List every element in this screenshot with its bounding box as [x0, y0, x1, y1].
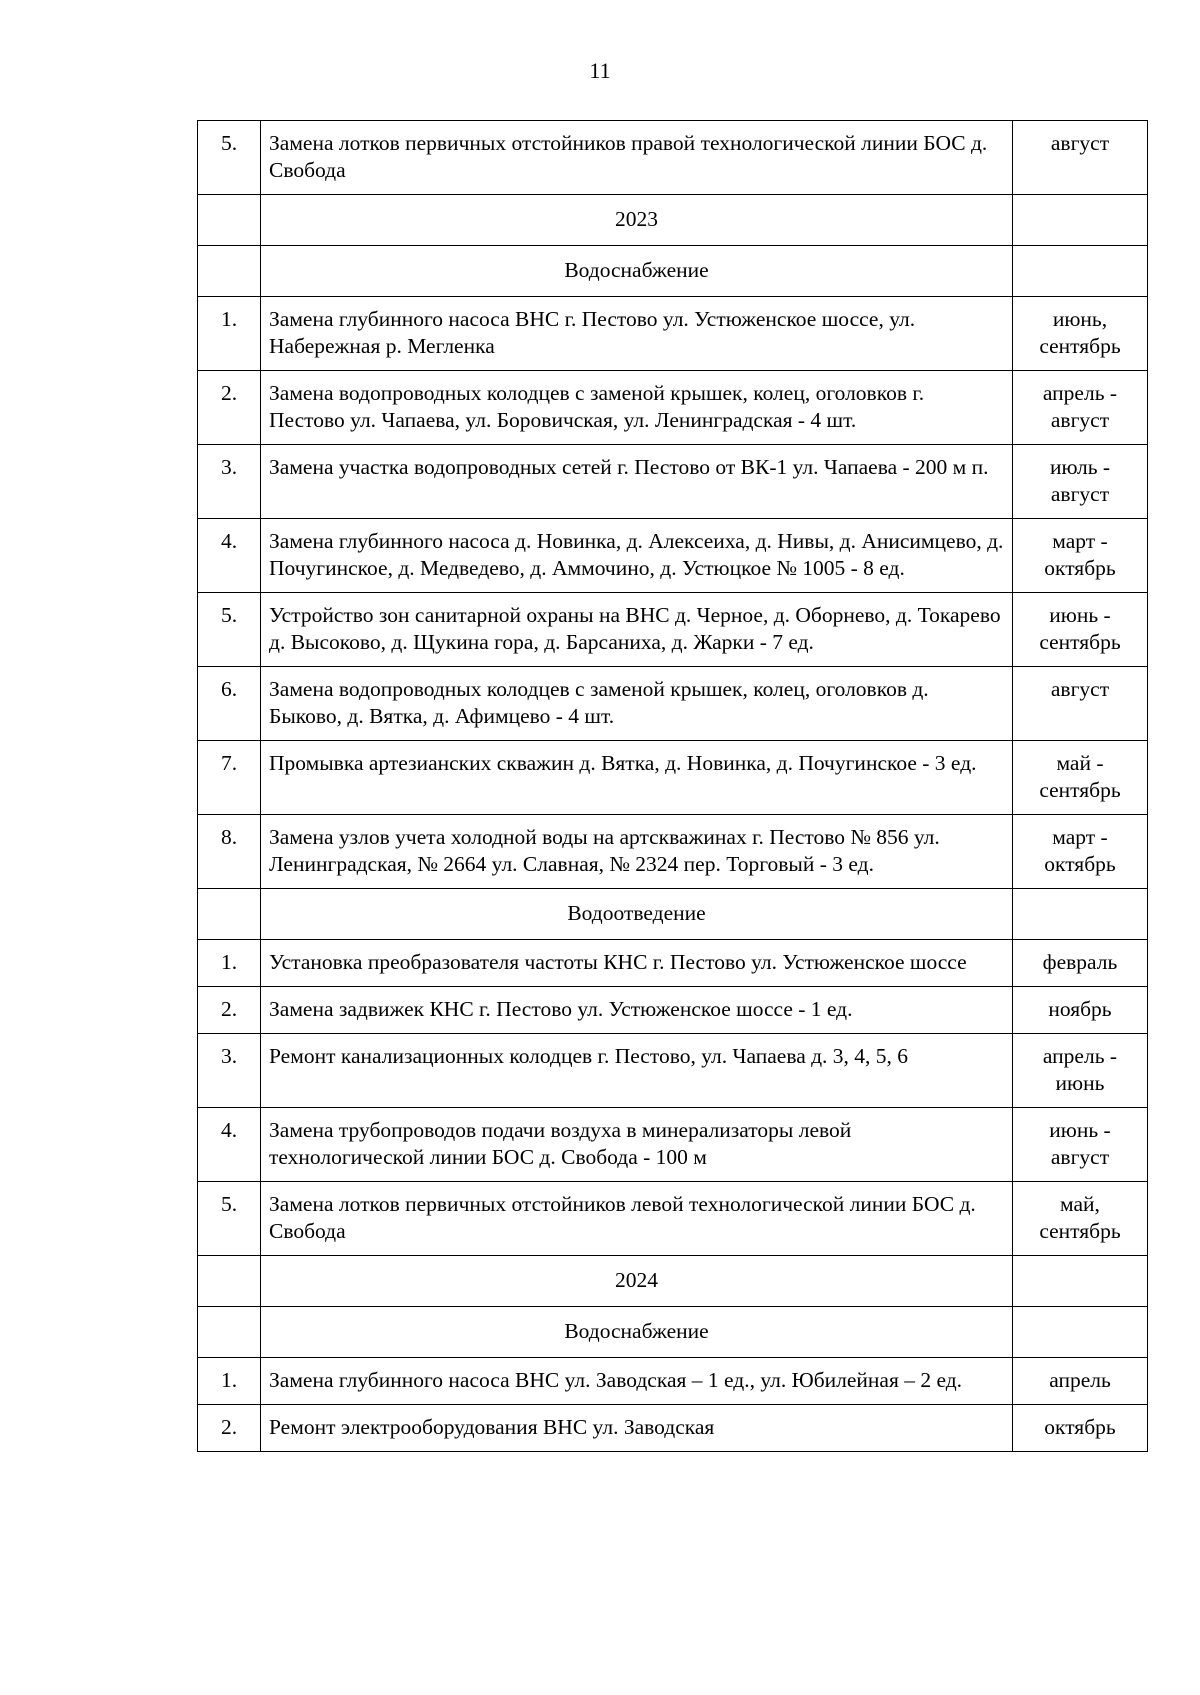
- empty-term-cell: [1013, 195, 1148, 246]
- item-term: ноябрь: [1013, 987, 1148, 1034]
- item-term: апрель: [1013, 1358, 1148, 1405]
- item-term: август: [1013, 121, 1148, 195]
- table-row: [198, 987, 1148, 1034]
- item-number: 5.: [198, 593, 261, 667]
- item-term: апрель - июнь: [1013, 1034, 1148, 1108]
- item-description: Замена лотков первичных отстойников левой технологической линии БОС д. Свобода: [261, 1182, 1013, 1256]
- item-term: март - октябрь: [1013, 815, 1148, 889]
- item-number: 6.: [198, 667, 261, 741]
- section-heading: 2024: [261, 1256, 1013, 1307]
- item-number: 4.: [198, 1108, 261, 1182]
- empty-number-cell: [198, 1256, 261, 1307]
- item-description: Установка преобразователя частоты КНС г. Пестово ул. Устюженское шоссе: [261, 940, 1013, 987]
- item-description: Замена глубинного насоса д. Новинка, д. Алексеиха, д. Нивы, д. Анисимцево, д. Почугинское, д. Медведево, д. Аммочино, д. Устюцкое № 1005 - 8 ед.: [261, 519, 1013, 593]
- table-row: [198, 519, 1148, 593]
- work-plan-table: [197, 120, 1148, 1452]
- section-heading: Водоснабжение: [261, 1307, 1013, 1358]
- section-heading-row: [198, 889, 1148, 940]
- table-row: [198, 1182, 1148, 1256]
- item-description: Ремонт канализационных колодцев г. Пестово, ул. Чапаева д. 3, 4, 5, 6: [261, 1034, 1013, 1108]
- item-number: 5.: [198, 121, 261, 195]
- item-description: Замена узлов учета холодной воды на артскважинах г. Пестово № 856 ул. Ленинградская, № 2664 ул. Славная, № 2324 пер. Торговый - 3 ед.: [261, 815, 1013, 889]
- table-row: [198, 1405, 1148, 1452]
- item-term: апрель - август: [1013, 371, 1148, 445]
- item-number: 8.: [198, 815, 261, 889]
- item-term: март - октябрь: [1013, 519, 1148, 593]
- item-number: 4.: [198, 519, 261, 593]
- work-plan-table-body: [198, 121, 1148, 1452]
- item-number: 3.: [198, 445, 261, 519]
- item-term: май - сентябрь: [1013, 741, 1148, 815]
- item-number: 1.: [198, 1358, 261, 1405]
- item-description: Замена лотков первичных отстойников правой технологической линии БОС д. Свобода: [261, 121, 1013, 195]
- item-term: июнь - август: [1013, 1108, 1148, 1182]
- item-description: Замена водопроводных колодцев с заменой крышек, колец, оголовков г. Пестово ул. Чапаева, ул. Боровичская, ул. Ленинградская - 4 шт.: [261, 371, 1013, 445]
- table-row: [198, 667, 1148, 741]
- empty-term-cell: [1013, 889, 1148, 940]
- item-term: май, сентябрь: [1013, 1182, 1148, 1256]
- item-number: 7.: [198, 741, 261, 815]
- item-term: июнь - сентябрь: [1013, 593, 1148, 667]
- table-row: [198, 1034, 1148, 1108]
- item-description: Промывка артезианских скважин д. Вятка, д. Новинка, д. Почугинское - 3 ед.: [261, 741, 1013, 815]
- empty-number-cell: [198, 195, 261, 246]
- table-row: [198, 815, 1148, 889]
- item-number: 1.: [198, 940, 261, 987]
- table-row: [198, 1358, 1148, 1405]
- table-row: [198, 593, 1148, 667]
- table-row: [198, 297, 1148, 371]
- item-term: июль - август: [1013, 445, 1148, 519]
- item-term: февраль: [1013, 940, 1148, 987]
- empty-term-cell: [1013, 1256, 1148, 1307]
- section-heading: Водоотведение: [261, 889, 1013, 940]
- item-term: август: [1013, 667, 1148, 741]
- item-term: июнь, сентябрь: [1013, 297, 1148, 371]
- empty-number-cell: [198, 889, 261, 940]
- item-number: 2.: [198, 1405, 261, 1452]
- section-heading-row: [198, 1256, 1148, 1307]
- item-description: Замена участка водопроводных сетей г. Пестово от ВК-1 ул. Чапаева - 200 м п.: [261, 445, 1013, 519]
- item-description: Замена глубинного насоса ВНС г. Пестово ул. Устюженское шоссе, ул. Набережная р. Мегленка: [261, 297, 1013, 371]
- section-heading-row: [198, 1307, 1148, 1358]
- item-description: Замена глубинного насоса ВНС ул. Заводская – 1 ед., ул. Юбилейная – 2 ед.: [261, 1358, 1013, 1405]
- table-row: [198, 445, 1148, 519]
- item-description: Устройство зон санитарной охраны на ВНС д. Черное, д. Оборнево, д. Токарево д. Высоково, д. Щукина гора, д. Барсаниха, д. Жарки - 7 ед.: [261, 593, 1013, 667]
- item-number: 5.: [198, 1182, 261, 1256]
- item-description: Замена задвижек КНС г. Пестово ул. Устюженское шоссе - 1 ед.: [261, 987, 1013, 1034]
- page-number: 11: [589, 58, 611, 83]
- empty-number-cell: [198, 246, 261, 297]
- section-heading: 2023: [261, 195, 1013, 246]
- empty-number-cell: [198, 1307, 261, 1358]
- item-number: 2.: [198, 371, 261, 445]
- item-number: 1.: [198, 297, 261, 371]
- item-description: Замена трубопроводов подачи воздуха в минерализаторы левой технологической линии БОС д. Свобода - 100 м: [261, 1108, 1013, 1182]
- table-row: [198, 1108, 1148, 1182]
- table-row: [198, 121, 1148, 195]
- empty-term-cell: [1013, 1307, 1148, 1358]
- item-description: Замена водопроводных колодцев с заменой крышек, колец, оголовков д. Быково, д. Вятка, д. Афимцево - 4 шт.: [261, 667, 1013, 741]
- table-row: [198, 371, 1148, 445]
- section-heading-row: [198, 195, 1148, 246]
- item-number: 2.: [198, 987, 261, 1034]
- table-row: [198, 940, 1148, 987]
- section-heading-row: [198, 246, 1148, 297]
- item-number: 3.: [198, 1034, 261, 1108]
- table-row: [198, 741, 1148, 815]
- empty-term-cell: [1013, 246, 1148, 297]
- item-term: октябрь: [1013, 1405, 1148, 1452]
- item-description: Ремонт электрооборудования ВНС ул. Заводская: [261, 1405, 1013, 1452]
- section-heading: Водоснабжение: [261, 246, 1013, 297]
